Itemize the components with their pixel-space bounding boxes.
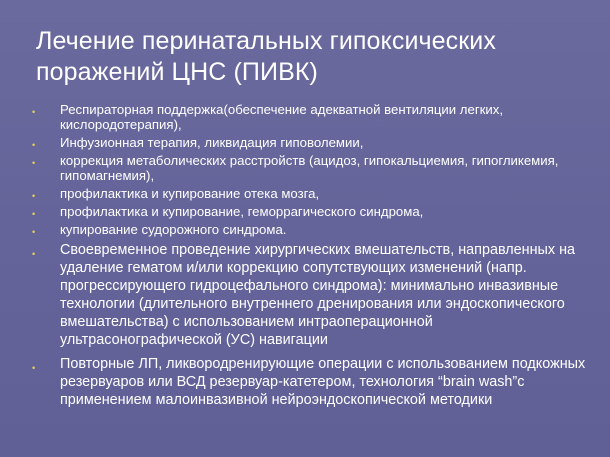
bullet-marker-icon: • bbox=[32, 158, 36, 168]
slide-title bbox=[36, 26, 596, 88]
bullet-marker-icon: • bbox=[32, 191, 36, 201]
bullet-list-large bbox=[32, 241, 598, 409]
bullet-item bbox=[32, 204, 598, 219]
bullet-text: Инфузионная терапия, ликвидация гиповолемии, bbox=[60, 135, 364, 150]
bullet-item bbox=[32, 355, 598, 409]
bullet-marker-icon: • bbox=[32, 140, 36, 150]
bullet-text: профилактика и купирование, геморрагического синдрома, bbox=[60, 204, 424, 219]
bullet-marker-icon: • bbox=[32, 363, 36, 373]
bullet-item bbox=[32, 135, 598, 150]
bullet-text: Респираторная поддержка(обеспечение адекватной вентиляции легких, кислородотерапия), bbox=[60, 102, 504, 132]
bullet-item bbox=[32, 153, 598, 183]
bullet-text: Повторные ЛП, ликвородренирующие операции с использованием подкожных резервуаров или ВСД резервуар-катетером, технология “brain wash”с применением малоинвазивной нейроэндоскопической методики bbox=[60, 356, 586, 408]
bullet-text: профилактика и купирование отека мозга, bbox=[60, 186, 320, 201]
bullet-item bbox=[32, 241, 598, 349]
bullet-marker-icon: • bbox=[32, 107, 36, 117]
bullet-marker-icon: • bbox=[32, 227, 36, 237]
bullet-text: купирование судорожного синдрома. bbox=[60, 222, 287, 237]
bullet-marker-icon: • bbox=[32, 249, 36, 259]
bullet-text: коррекция метаболических расстройств (ацидоз, гипокальциемия, гипогликемия, гипомагнемия), bbox=[60, 153, 559, 183]
bullet-marker-icon: • bbox=[32, 209, 36, 219]
slide-title-line-2: поражений ЦНС (ПИВК) bbox=[36, 58, 318, 86]
bullet-item bbox=[32, 102, 598, 132]
bullet-list-small bbox=[32, 102, 598, 243]
bullet-text: Своевременное проведение хирургических вмешательств, направленных на удаление гематом и/или коррекцию сопутствующих изменений (напр. прогрессирующего гидроцефального синдрома): минимально инвазивные технологии (длительного внутреннего дренирования или эндоскопического вмешательства) с использованием интраоперационной ультрасонографической (УС) навигации bbox=[60, 242, 576, 348]
bullet-item bbox=[32, 186, 598, 201]
slide-title-line-1: Лечение перинатальных гипоксических bbox=[36, 27, 496, 55]
bullet-item bbox=[32, 222, 598, 237]
